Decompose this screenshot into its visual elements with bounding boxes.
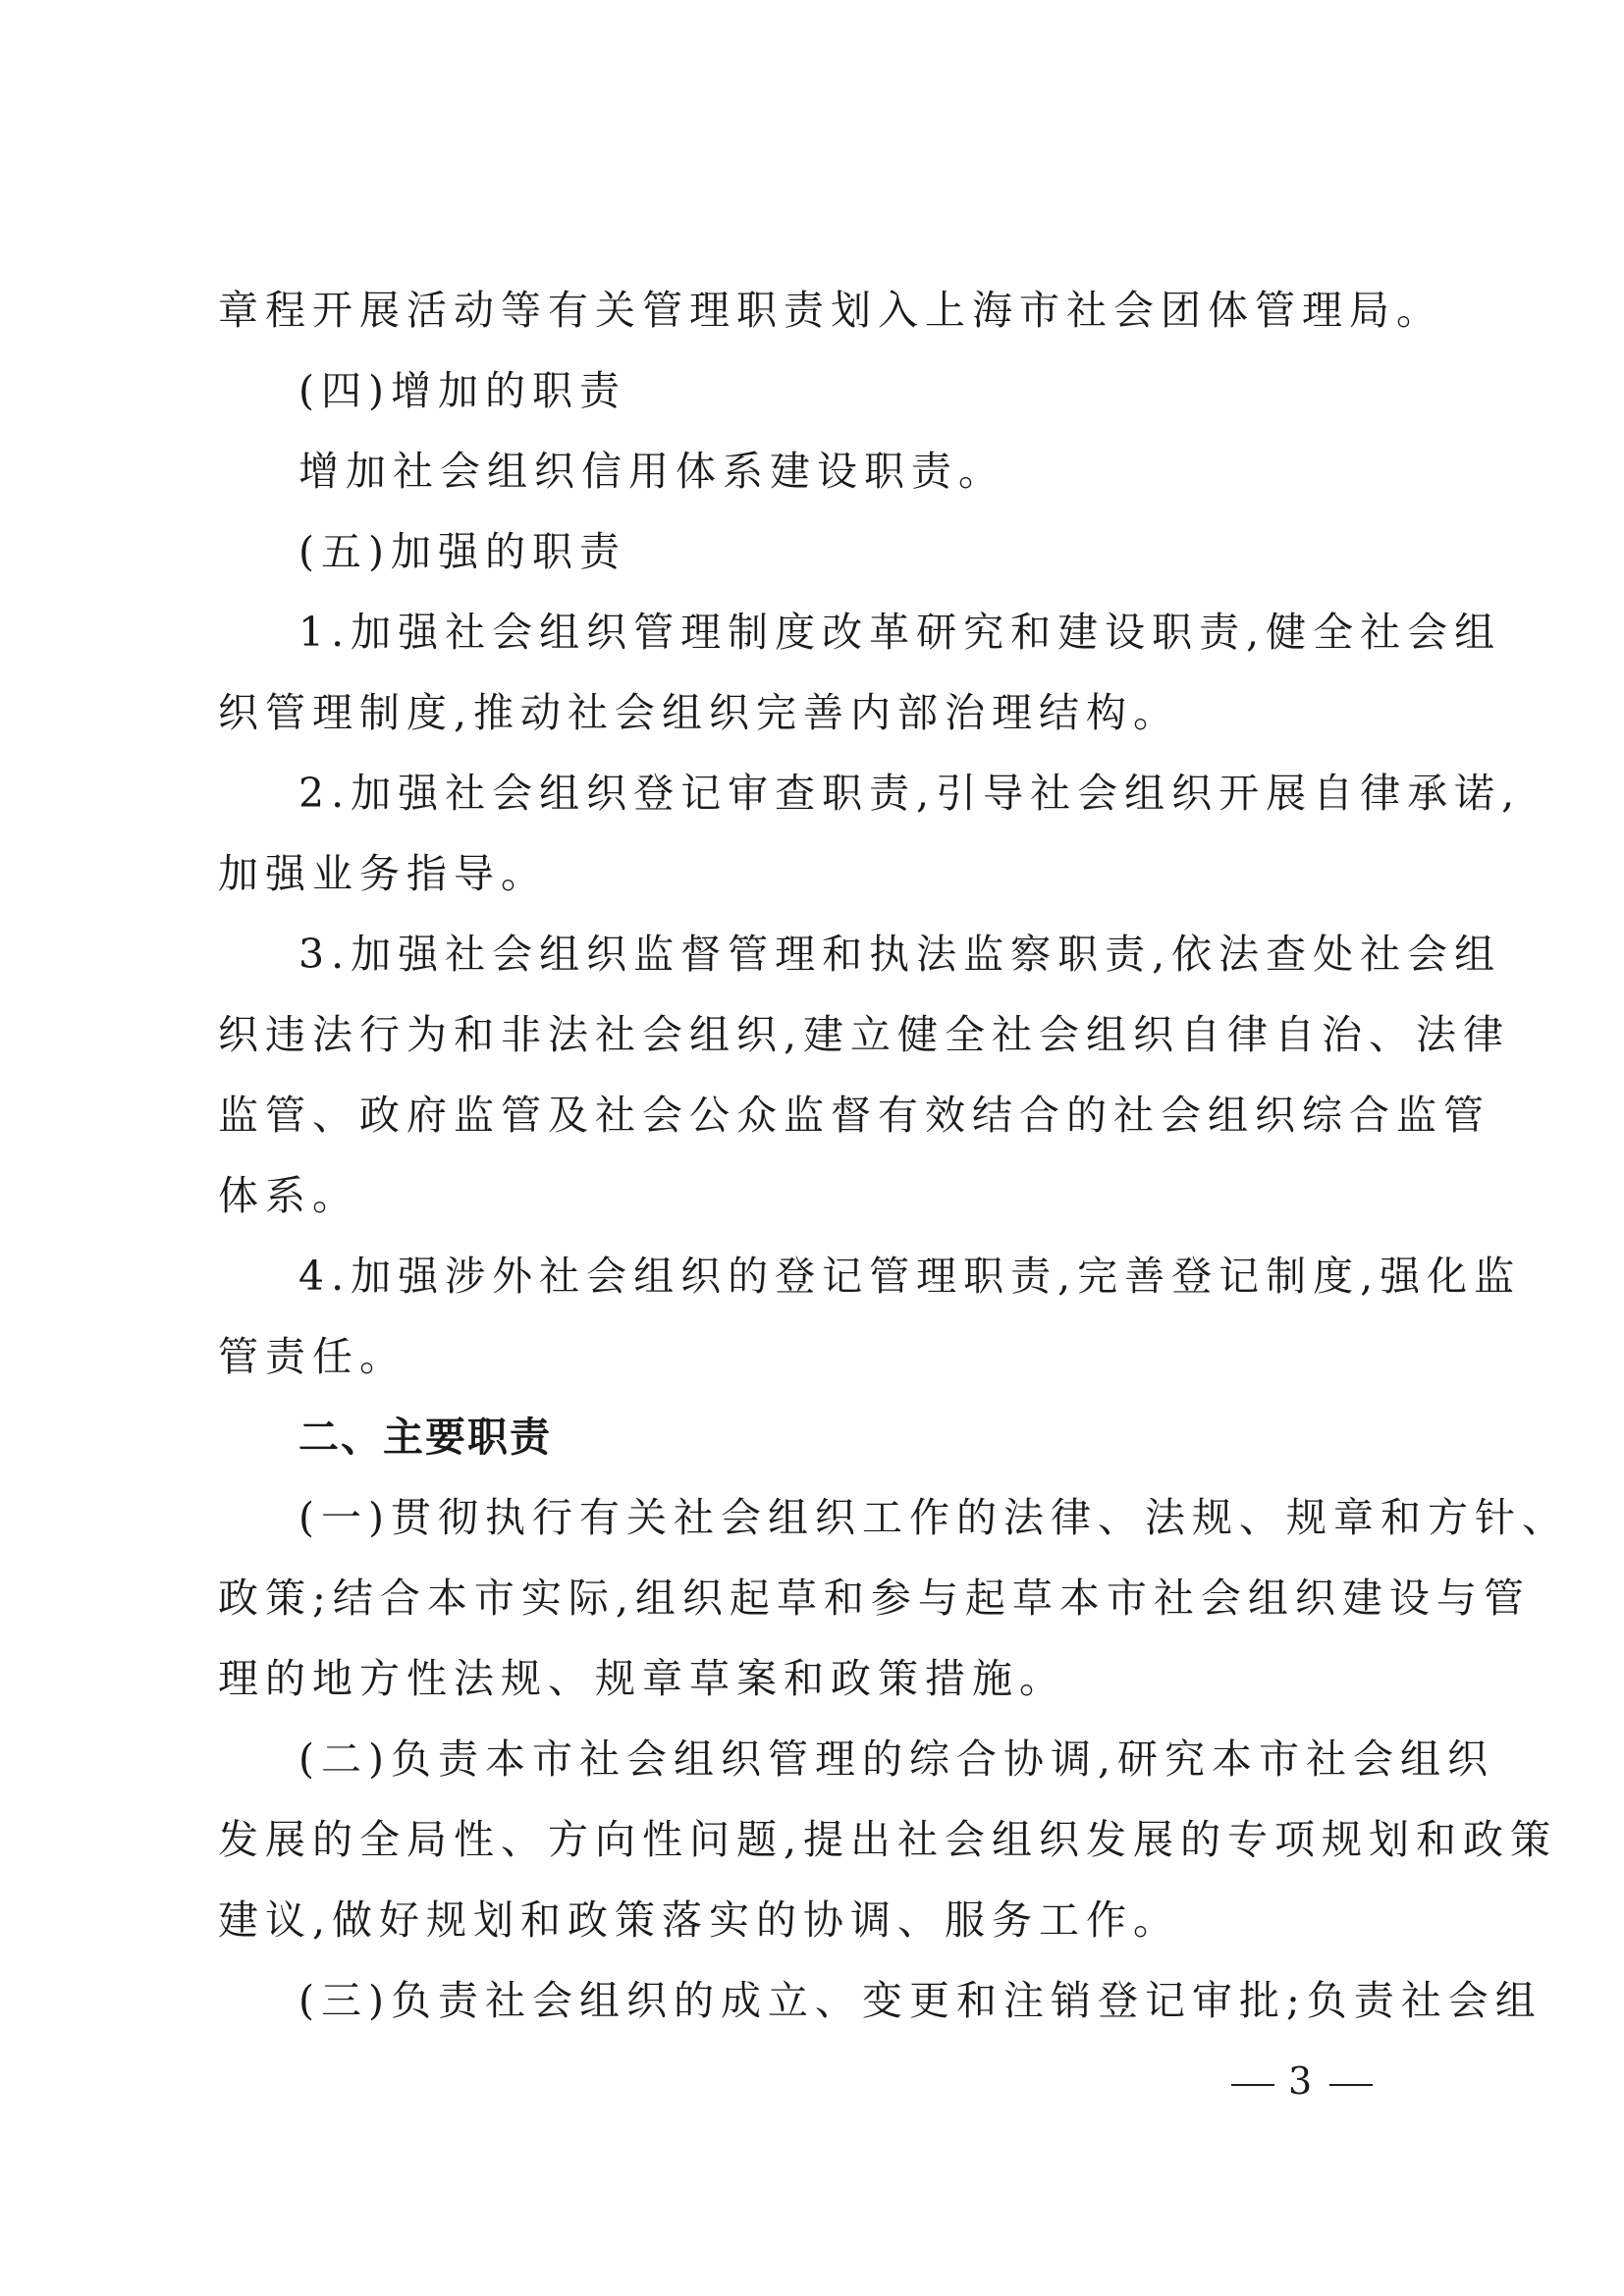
text-line-16: (一)贯彻执行有关社会组织工作的法律、法规、规章和方针、 [298,1494,1569,1541]
text-line-10: 织违法行为和非法社会组织,建立健全社会组织自律自治、法律 [218,1011,1511,1058]
page-number-value: 3 [1288,2059,1317,2103]
page-number [1218,2056,1384,2106]
text-line-20: 发展的全局性、方向性问题,提出社会组织发展的专项规划和政策 [218,1816,1558,1863]
text-line-18: 理的地方性法规、规章草案和政策措施。 [218,1655,1066,1702]
text-line-6: 织管理制度,推动社会组织完善内部治理结构。 [218,689,1181,736]
chapter-heading-main-duties: 二、主要职责 [298,1414,552,1461]
text-line-8: 加强业务指导。 [218,850,548,897]
text-line-17: 政策;结合本市实际,组织起草和参与起草本市社会组织建设与管 [218,1575,1531,1622]
text-line-13: 4.加强涉外社会组织的登记管理职责,完善登记制度,强化监 [298,1253,1522,1300]
page-number-left-dash [1231,2084,1274,2086]
text-line-9: 3.加强社会组织监督管理和执法监察职责,依法查处社会组 [298,931,1502,978]
text-line-1: 章程开展活动等有关管理职责划入上海市社会团体管理局。 [218,287,1443,334]
section-heading-4: (四)增加的职责 [298,367,626,414]
text-line-5: 1.加强社会组织管理制度改革研究和建设职责,健全社会组 [298,609,1502,656]
text-line-14: 管责任。 [218,1333,406,1380]
text-line-12: 体系。 [218,1172,359,1219]
text-line-22: (三)负责社会组织的成立、变更和注销登记审批;负责社会组 [298,1977,1543,2024]
page-number-right-dash [1329,2084,1373,2086]
section-heading-5: (五)加强的职责 [298,528,626,575]
text-line-21: 建议,做好规划和政策落实的协调、服务工作。 [218,1896,1181,1944]
text-line-3: 增加社会组织信用体系建设职责。 [298,448,1005,495]
text-line-7: 2.加强社会组织登记审查职责,引导社会组织开展自律承诺, [298,770,1522,817]
text-line-11: 监管、政府监管及社会公众监督有效结合的社会组织综合监管 [218,1092,1490,1139]
text-line-19: (二)负责本市社会组织管理的综合协调,研究本市社会组织 [298,1735,1495,1783]
